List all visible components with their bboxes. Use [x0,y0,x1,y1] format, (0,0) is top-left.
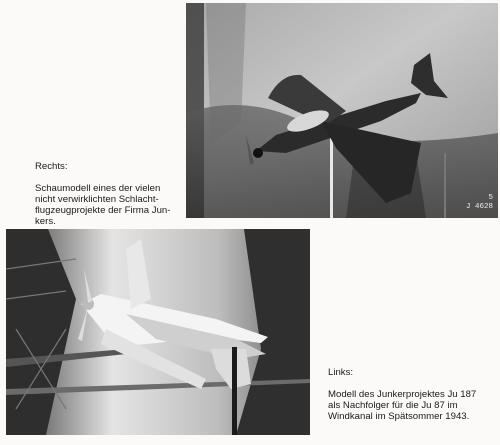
caption-heading: Links: [328,367,354,378]
photo-reference-code: 5 J 4628 [465,194,493,211]
photo-display-model [186,3,498,218]
caption-text: Schaumodell eines der vielen nicht verwirklichten Schlacht- flugzeugprojekte der Firma Jun- kers. [35,183,171,227]
photo-wind-tunnel-model [6,229,310,435]
caption-text: Modell des Junkerprojektes Ju 187 als Nachfolger für die Ju 87 im Windkanal im Spätsommer 1943. [328,389,477,422]
caption-wind-tunnel-model [328,356,493,433]
caption-heading: Rechts: [35,161,68,172]
wind-tunnel-image [6,229,310,435]
display-model-image [186,3,498,218]
caption-display-model [35,150,185,238]
